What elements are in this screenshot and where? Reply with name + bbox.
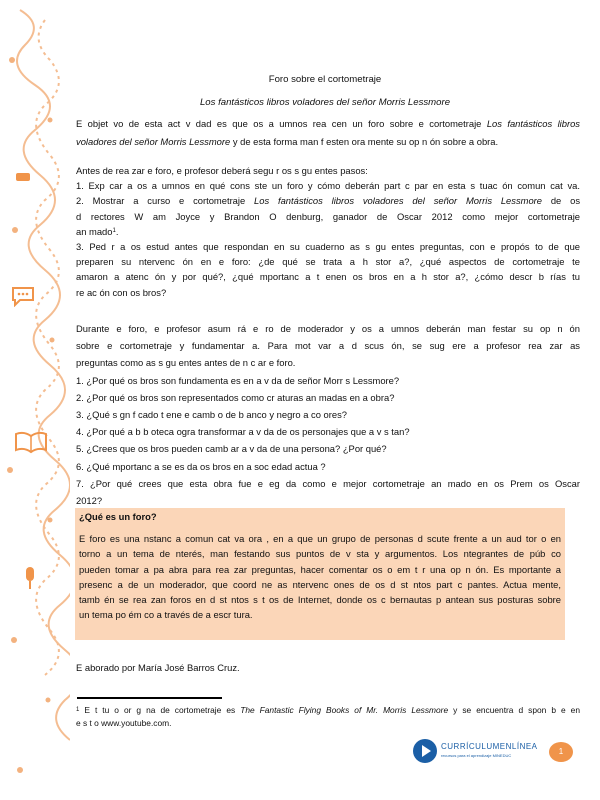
during-section: Durante e foro, e profesor asum rá e ro de moderador y os a umnos deberán man festar su op n ón sobre e cortometraje y fundamentar a. Para mot var a d scus ón, se sug ere a profesor rea zar as preguntas como as s gu entes antes de n c ar e foro. 1. ¿Por qué os bros son fundamenta es en a v da de señor Morr s Lessmore? 2. ¿Por qué os bros son representados como cr aturas an madas en a obra? 3. ¿Qué s gn f cado t ene e camb o de b anco y negro a co ores? 4. ¿Por qué a b b oteca ogra transformar a v da de os personajes que a v s tan? 5. ¿Crees que os bros pueden camb ar a v da de una persona? ¿Por qué? 6. ¿Qué mportanc a se es da os bros en a soc edad actua ? 7. ¿Por qué crees que esta obra fue e eg da como e mejor cortometraje an mado en os Prem os Oscar 2012? [76,320,580,509]
definition-box [75,508,565,640]
intro-paragraph: E objet vo de esta act v dad es que os a umnos rea cen un foro sobre e cortometraje Los fantásticos libros voladores del señor Morris Lessmore y de esta forma man f esten ora mente su op n ón sobre a obra. [76,118,580,147]
document-title: Foro sobre el cortometraje [268,74,382,85]
question: 2012? [76,495,103,507]
question: 5. ¿Crees que os bros pueden camb ar a v da de una persona? ¿Por qué? [76,443,387,455]
microphone-icon [20,565,40,593]
pen-icon [12,165,34,187]
curriculum-en-linea-logo: CURRÍCULUMENLÍNEA recursos para el aprendizaje MINEDUC [413,739,538,765]
footnote: $^1$ E t tu o or g na de cortometraje es The Fantastic Flying Books of Mr. Morris Lessmore y se encuentra d spon b e en e s t o www.youtube.com. [76,705,580,728]
definition-text: E foro es una nstanc a comun cat va ora , en a que un grupo de personas d scute frente a un aud tor o en torno a un tema de nterés, man festando sus puntos de v sta y argumentos. Los ntegrantes de púb co pueden tomar a pa abra para rea zar preguntas, hacer comentar os o em t r una op n ón. Es mportante a presenc a de un moderador, que coord ne as ntervenc ones de os d st ntos part c pantes. Actua mente, tamb én se rea zan foros en d st ntos s t os de Internet, donde os c bernautas p antean sus posturas sobre un tema po ém co a través de a escr tura. [79,533,561,621]
page-number: 1 [549,742,573,762]
question: 2. ¿Por qué os bros son representados como cr aturas an madas en a obra? [76,391,395,403]
author-credit: E aborado por María José Barros Cruz. [76,662,240,673]
question: 3. ¿Qué s gn f cado t ene e camb o de b anco y negro a co ores? [76,409,348,421]
question: 7. ¿Por qué crees que esta obra fue e eg da como e mejor cortometraje an mado en os Prem os Oscar [76,477,580,489]
speech-bubble-icon [10,285,36,307]
steps-section: Antes de rea zar e foro, e profesor deberá segu r os s gu entes pasos: 1. Exp car a os a umnos en qué cons ste un foro y cómo deberán part c par en esta s tuac ón comun cat va. 2. Mostrar a curso e cortometraje Los fantásticos libros voladores del señor Morris Lessmore de os d rectores W am Joyce y Brandon O denburg, ganador de Oscar 2012 como mejor cortometraje an mado$^1$. 3. Ped r a os estud antes que respondan en su cuaderno as s gu entes preguntas, con e propós to de que preparen su ntervenc ón en e foro: ¿de qué se trata a h stor a?, ¿qué aspectos de cortometraje te amaron a atenc ón y por qué?, ¿qué mportanc a t enen os bros en a h stor a?, ¿cómo descr b rías tu re ac ón con os bros? [76,165,581,298]
document-subtitle: Los fantásticos libros voladores del señor Morris Lessmore [199,97,451,108]
question: 6. ¿Qué mportanc a se es da os bros en a soc edad actua ? [76,460,326,472]
footnote-divider [77,697,222,699]
question: 1. ¿Por qué os bros son fundamenta es en a v da de señor Morr s Lessmore? [76,374,400,386]
play-logo-icon [413,739,437,763]
question: 4. ¿Por qué a b b oteca ogra transformar a v da de os personajes que a v s tan? [76,426,410,438]
open-book-icon [14,430,48,454]
definition-heading: ¿Qué es un foro? [79,511,157,522]
decorative-swirl-border [0,0,70,800]
